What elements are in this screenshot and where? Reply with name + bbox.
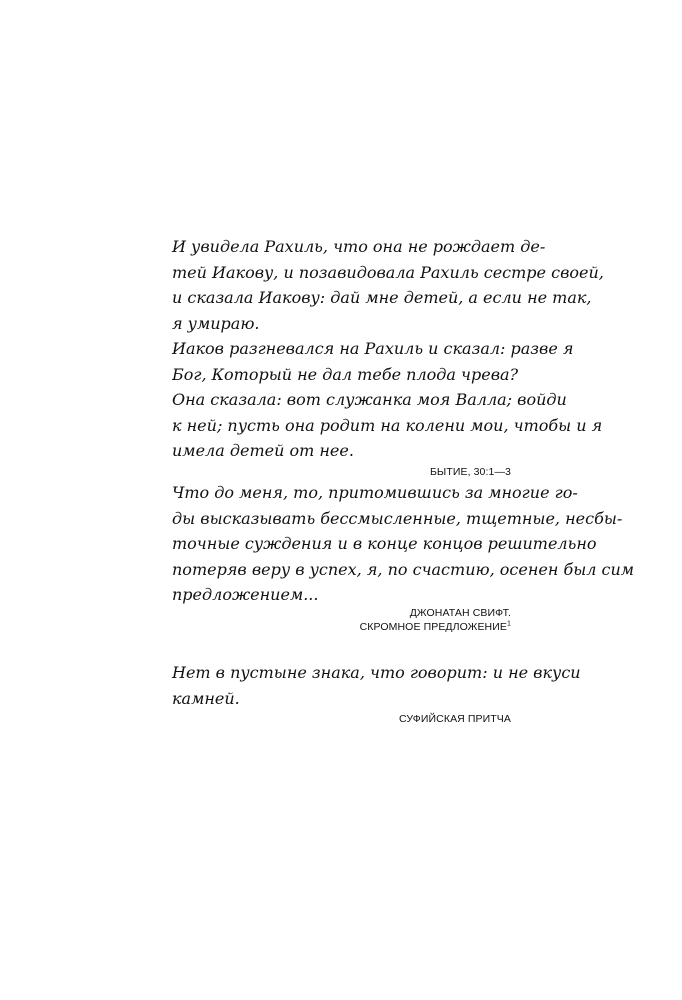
quote-line: я умираю. [172, 313, 260, 333]
quote-line: и сказала Иакову: дай мне детей, а если не так, [172, 288, 592, 307]
quote-line: предложением... [172, 585, 319, 604]
quote-line: ды высказывать бессмысленные, тщетные, несбы- [172, 508, 623, 528]
quote-line: точные суждения и в конце концов решительно [172, 534, 597, 553]
epigraph-swift [172, 480, 635, 634]
quote-line: Бог, Который не дал тебе плода чрева? [172, 364, 519, 384]
attribution-author: ДЖОНАТАН СВИФТ. [409, 606, 511, 619]
quote-line: имела детей от нее. [172, 441, 354, 460]
quote-line: Что до меня, то, притомившись за многие го- [172, 483, 578, 502]
quote-line: Она сказала: вот служанка моя Валла; войди [172, 390, 567, 409]
epigraph-sufi [172, 660, 581, 726]
attribution-source: СУФИЙСКАЯ ПРИТЧА [399, 713, 511, 725]
quote-line: Иаков разгневался на Рахиль и сказал: разве я [172, 339, 574, 358]
quote-line: Нет в пустыне знака, что говорит: и не вкуси [172, 663, 581, 682]
quote-line: И увидела Рахиль, что она не рождает де- [172, 237, 546, 256]
epigraph-genesis [172, 234, 604, 479]
attribution-title-text: СКРОМНОЕ ПРЕДЛОЖЕНИЕ [359, 620, 507, 633]
quote-line: к ней; пусть она родит на колени мои, чтобы и я [172, 415, 603, 435]
footnote-marker[interactable]: 1 [507, 620, 511, 627]
attribution-title [172, 620, 511, 634]
quote-line: потеряв веру в успех, я, по счастию, осенен был сим [172, 559, 635, 579]
quote-line: тей Иакову, и позавидовала Рахиль сестре своей, [172, 262, 604, 282]
attribution-source: БЫТИЕ, 30:1—3 [429, 465, 511, 478]
quote-line: камней. [172, 688, 240, 708]
